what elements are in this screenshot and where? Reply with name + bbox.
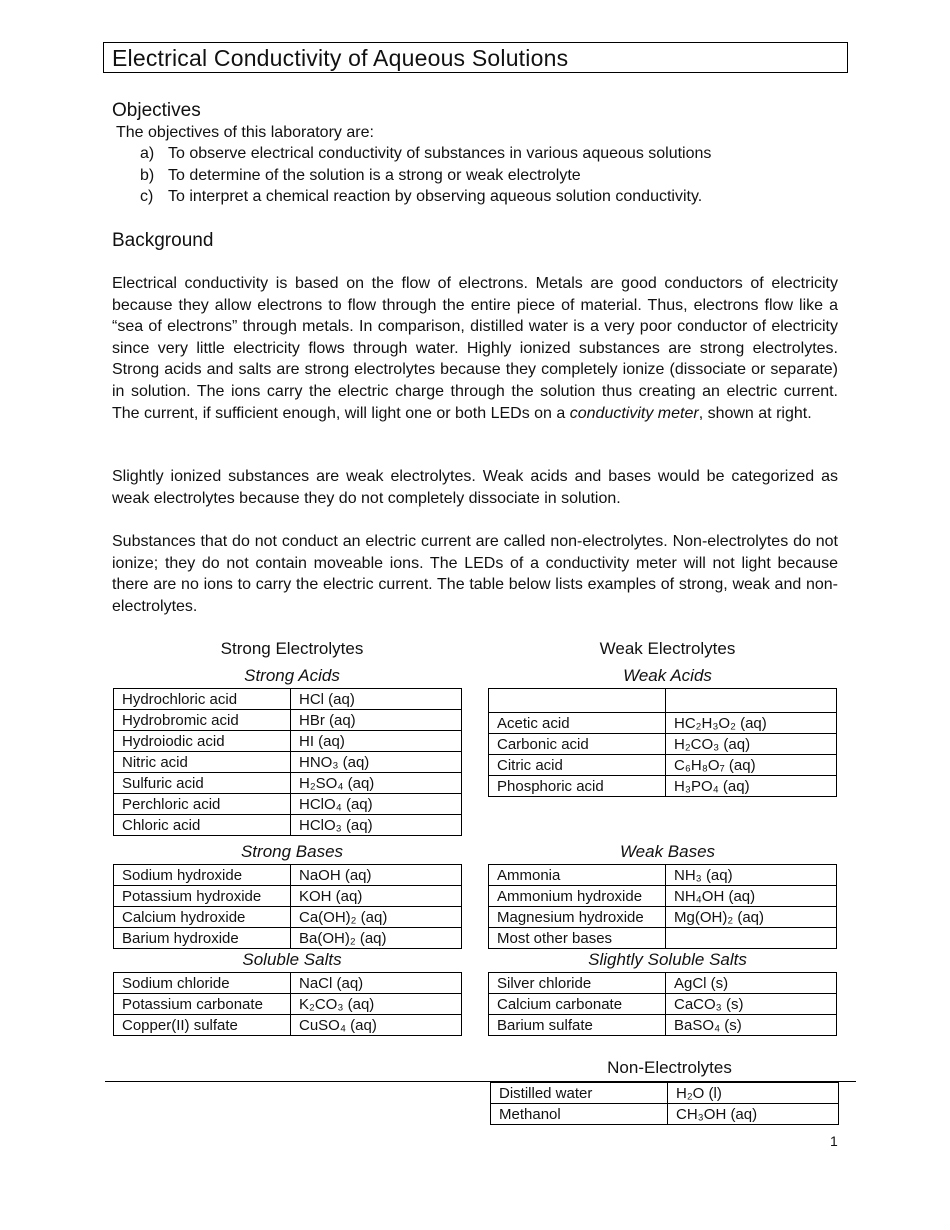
slightly-soluble-salts-table (488, 972, 837, 1036)
objective-label: b) (140, 166, 155, 184)
table-row (489, 776, 837, 797)
strong-bases-heading: Strong Bases (240, 842, 344, 861)
compound-name: Hydrochloric acid (114, 689, 291, 710)
compound-name: Potassium carbonate (114, 994, 291, 1015)
compound-formula: NH₄OH (aq) (666, 886, 837, 907)
compound-formula: C₆H₈O₇ (aq) (666, 755, 837, 776)
table-row (114, 815, 462, 836)
compound-name: Perchloric acid (114, 794, 291, 815)
compound-name: Sulfuric acid (114, 773, 291, 794)
table-row (489, 994, 837, 1015)
compound-formula: H₂CO₃ (aq) (666, 734, 837, 755)
compound-formula: H₃PO₄ (aq) (666, 776, 837, 797)
compound-formula: Ba(OH)₂ (aq) (291, 928, 462, 949)
table-row (114, 886, 462, 907)
compound-name (489, 689, 666, 713)
compound-name: Barium sulfate (489, 1015, 666, 1036)
objectives-list (112, 143, 852, 208)
table-row (114, 865, 462, 886)
compound-formula: HCl (aq) (291, 689, 462, 710)
table-row (489, 886, 837, 907)
table-row (489, 928, 837, 949)
slightly-soluble-salts-heading: Slightly Soluble Salts (588, 950, 747, 969)
compound-name: Hydrobromic acid (114, 710, 291, 731)
strong-bases-table (113, 864, 462, 949)
table-row (489, 689, 837, 713)
table-row (114, 731, 462, 752)
table-row (489, 907, 837, 928)
table-row (489, 734, 837, 755)
compound-formula: NH₃ (aq) (666, 865, 837, 886)
conductivity-meter-term: conductivity meter (569, 404, 699, 422)
objective-label: a) (140, 145, 155, 162)
non-electrolytes-table (490, 1082, 839, 1125)
compound-name: Silver chloride (489, 973, 666, 994)
compound-formula: HI (aq) (291, 731, 462, 752)
table-row (114, 928, 462, 949)
compound-name: Methanol (491, 1104, 668, 1125)
background-paragraph-1 (112, 273, 838, 424)
compound-name: Calcium carbonate (489, 994, 666, 1015)
compound-formula: NaCl (aq) (291, 973, 462, 994)
compound-formula: KOH (aq) (291, 886, 462, 907)
compound-name: Acetic acid (489, 713, 666, 734)
weak-electrolytes-heading: Weak Electrolytes (599, 639, 736, 658)
table-row (489, 865, 837, 886)
table-row (491, 1104, 839, 1125)
compound-formula: HC₂H₃O₂ (aq) (666, 713, 837, 734)
compound-formula: H₂O (l) (668, 1083, 839, 1104)
objectives-intro: The objectives of this laboratory are: (116, 124, 374, 141)
strong-acids-table (113, 688, 462, 836)
compound-formula: BaSO₄ (s) (666, 1015, 837, 1036)
paragraph-text: Electrical conductivity is based on the flow of electrons. Metals are good conductors of electricity because they allow electrons to flow through the entire piece of material. Thus, electrons flow like a “sea of electrons” through metals. In comparison, distilled water is a very poor conductor of electricity since very little electricity flows through water. Highly ionized substances are strong electrolytes. Strong acids and salts are strong electrolytes because they completely ionize (dissociate or separate) in solution. The ions carry the electric charge through the solution thus creating an electric current. The current, if sufficient enough, will light one or both LEDs on a (112, 275, 838, 422)
table-row (489, 713, 837, 734)
page-number: 1 (830, 1133, 838, 1149)
objective-text: To observe electrical conductivity of substances in various aqueous solutions (168, 145, 712, 162)
compound-name: Sodium chloride (114, 973, 291, 994)
soluble-salts-heading: Soluble Salts (242, 950, 342, 969)
page-title: Electrical Conductivity of Aqueous Solutions (103, 42, 848, 73)
table-row (114, 752, 462, 773)
paragraph-text: , shown at right. (698, 404, 812, 422)
objective-text: To determine of the solution is a strong or weak electrolyte (168, 166, 581, 184)
compound-name: Chloric acid (114, 815, 291, 836)
objective-item (112, 165, 852, 187)
table-row (114, 973, 462, 994)
objective-item (112, 143, 852, 165)
table-row (114, 710, 462, 731)
weak-acids-heading: Weak Acids (623, 666, 712, 685)
weak-bases-heading: Weak Bases (619, 842, 716, 861)
strong-acids-heading: Strong Acids (244, 666, 340, 685)
compound-name: Ammonium hydroxide (489, 886, 666, 907)
compound-name: Ammonia (489, 865, 666, 886)
compound-name: Copper(II) sulfate (114, 1015, 291, 1036)
compound-name: Sodium hydroxide (114, 865, 291, 886)
compound-formula: NaOH (aq) (291, 865, 462, 886)
compound-formula: H₂SO₄ (aq) (291, 773, 462, 794)
background-paragraph-2: Slightly ionized substances are weak electrolytes. Weak acids and bases would be categorized as weak electrolytes because they do not completely dissociate in solution. (112, 468, 838, 507)
background-heading: Background (112, 230, 214, 251)
compound-formula: CH₃OH (aq) (668, 1104, 839, 1125)
table-row (114, 994, 462, 1015)
compound-formula: HNO₃ (aq) (291, 752, 462, 773)
table-row (491, 1083, 839, 1104)
compound-name: Carbonic acid (489, 734, 666, 755)
compound-formula (666, 689, 837, 713)
objective-item (112, 186, 852, 208)
compound-name: Magnesium hydroxide (489, 907, 666, 928)
table-row (489, 1015, 837, 1036)
table-row (114, 794, 462, 815)
compound-formula (666, 928, 837, 949)
weak-bases-table (488, 864, 837, 949)
compound-name: Phosphoric acid (489, 776, 666, 797)
compound-formula: CaCO₃ (s) (666, 994, 837, 1015)
compound-formula: HBr (aq) (291, 710, 462, 731)
compound-formula: HClO₃ (aq) (291, 815, 462, 836)
compound-name: Nitric acid (114, 752, 291, 773)
table-row (114, 689, 462, 710)
table-row (114, 1015, 462, 1036)
background-paragraph-3: Substances that do not conduct an electric current are called non-electrolytes. Non-electrolytes do not ionize; they do not contain moveable ions. The LEDs of a conductivity meter will not light because there are no ions to carry the electric current. The table below lists examples of strong, weak and non-electrolytes. (112, 533, 838, 615)
compound-formula: K₂CO₃ (aq) (291, 994, 462, 1015)
table-row (489, 973, 837, 994)
compound-name: Hydroiodic acid (114, 731, 291, 752)
compound-name: Calcium hydroxide (114, 907, 291, 928)
table-row (114, 907, 462, 928)
compound-name: Potassium hydroxide (114, 886, 291, 907)
compound-formula: AgCl (s) (666, 973, 837, 994)
objectives-heading: Objectives (112, 100, 201, 121)
compound-formula: HClO₄ (aq) (291, 794, 462, 815)
table-row (489, 755, 837, 776)
table-row (114, 773, 462, 794)
compound-name: Most other bases (489, 928, 666, 949)
compound-name: Barium hydroxide (114, 928, 291, 949)
compound-name: Distilled water (491, 1083, 668, 1104)
soluble-salts-table (113, 972, 462, 1036)
strong-electrolytes-heading: Strong Electrolytes (220, 639, 364, 658)
compound-formula: Mg(OH)₂ (aq) (666, 907, 837, 928)
non-electrolytes-heading: Non-Electrolytes (607, 1058, 732, 1077)
compound-name: Citric acid (489, 755, 666, 776)
compound-formula: CuSO₄ (aq) (291, 1015, 462, 1036)
compound-formula: Ca(OH)₂ (aq) (291, 907, 462, 928)
objective-label: c) (140, 188, 154, 206)
weak-acids-table (488, 688, 837, 797)
objective-text: To interpret a chemical reaction by observing aqueous solution conductivity. (168, 188, 703, 206)
